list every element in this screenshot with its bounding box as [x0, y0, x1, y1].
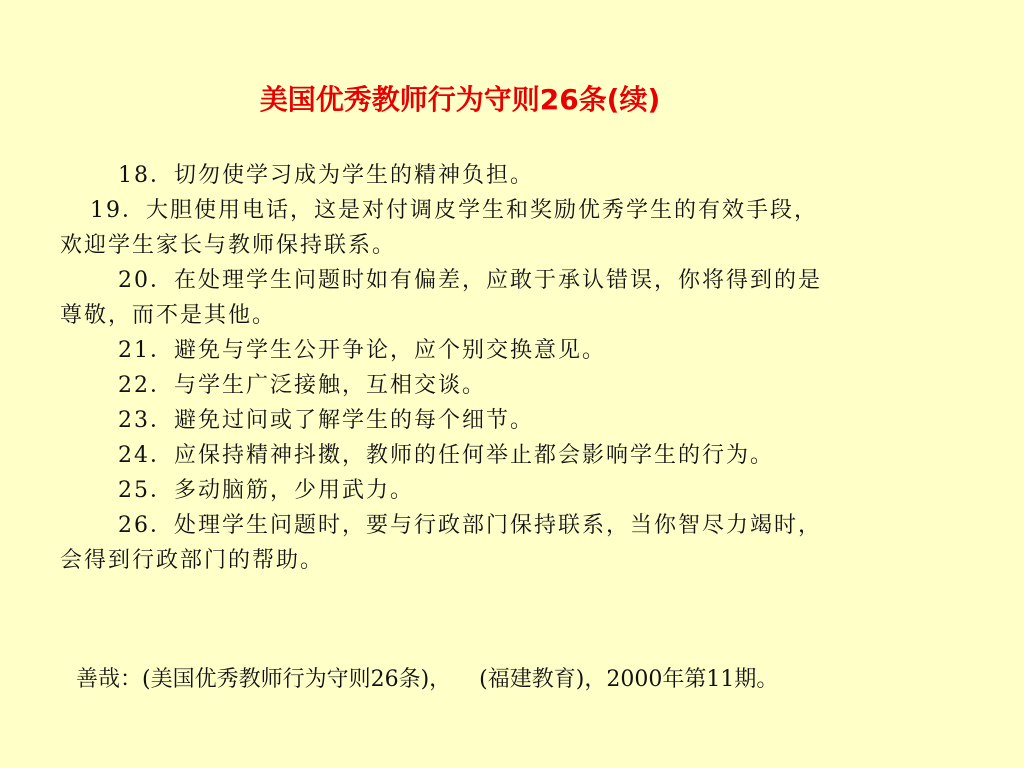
rule-26: 26．处理学生问题时，要与行政部门保持联系，当你智尽力竭时， [118, 513, 822, 538]
rule-18: 18．切勿使学习成为学生的精神负担。 [118, 163, 534, 188]
rule-19: 19．大胆使用电话，这是对付调皮学生和奖励优秀学生的有效手段， [90, 198, 818, 223]
source-citation-journal: (福建教育)，2000年第11期。 [479, 667, 779, 692]
rule-20-continued: 尊敬，而不是其他。 [60, 303, 277, 328]
source-citation [76, 662, 778, 697]
rule-26-continued: 会得到行政部门的帮助。 [60, 548, 325, 573]
slide-title: 美国优秀教师行为守则26条(续) [259, 83, 661, 116]
rule-20: 20．在处理学生问题时如有偏差，应敢于承认错误，你将得到的是 [118, 268, 822, 293]
rule-22: 22．与学生广泛接触，互相交谈。 [118, 373, 486, 398]
source-citation-title: 善哉：(美国优秀教师行为守则26条)， [76, 667, 452, 692]
rule-24: 24．应保持精神抖擞，教师的任何举止都会影响学生的行为。 [118, 443, 774, 468]
rule-23: 23．避免过问或了解学生的每个细节。 [118, 408, 534, 433]
rules-list [60, 158, 980, 578]
rule-21: 21．避免与学生公开争论，应个别交换意见。 [118, 338, 606, 363]
rule-19-continued: 欢迎学生家长与教师保持联系。 [60, 233, 397, 258]
rule-25: 25．多动脑筋，少用武力。 [118, 478, 414, 503]
